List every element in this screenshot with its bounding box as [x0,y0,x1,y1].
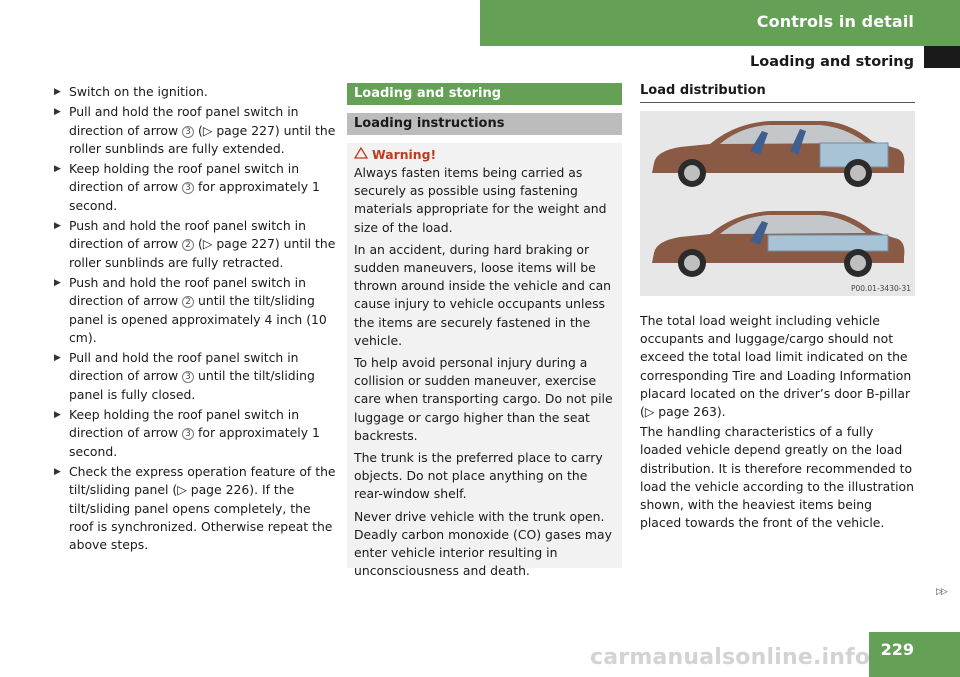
arrow-number-badge: 2 [182,296,194,308]
instruction-step [54,349,336,404]
arrow-number-badge: 3 [182,428,194,440]
step-text: Keep holding the roof panel switch in direction of arrow [69,161,300,195]
step-text: until the tilt/sliding panel is fully closed. [69,368,315,402]
step-text: Keep holding the roof panel switch in direction of arrow [69,407,300,441]
step-text: Pull and hold the roof panel switch in direction of arrow [69,350,299,384]
warning-box [347,143,622,579]
step-text: Pull and hold the roof panel switch in direction of arrow [69,104,299,138]
warning-title [354,146,616,164]
chapter-tab: Controls in detail [480,0,960,46]
arrow-number-badge: 2 [182,239,194,251]
step-arrow-icon: ▶ [54,277,61,288]
arrow-number-badge: 3 [182,126,194,138]
step-arrow-icon: ▶ [54,87,61,97]
section-heading: Loading and storing [750,54,914,70]
steps-list [54,83,336,554]
instruction-step [54,103,336,158]
warning-paragraph: The trunk is the preferred place to carry objects. Do not place anything on the rear-window shelf. [354,450,603,502]
warning-paragraph: To help avoid personal injury during a collision or sudden maneuver, exercise care when transporting cargo. Do not pile luggage or cargo higher than the seat backrests. [354,355,613,443]
step-arrow-icon: ▶ [54,107,61,118]
instruction-step [54,274,336,347]
load-distribution-title: Load distribution [640,83,915,103]
step-arrow-icon: ▶ [54,164,61,175]
load-paragraph: The handling characteristics of a fully loaded vehicle depend greatly on the load distribution. It is therefore recommended to load the vehicle according to the illustration shown, with the heaviest items being placed towards the front of the vehicle. [640,424,914,531]
instruction-step [54,406,336,461]
step-text: Switch on the ignition. [69,84,208,99]
figure-code: P00.01-3430-31 [850,284,911,293]
warning-paragraph: In an accident, during hard braking or sudden maneuvers, loose items will be thrown around inside the vehicle and can cause injury to vehicle occupants unless the items are securely fastened in the vehicle. [354,241,612,348]
instruction-step [54,463,336,554]
step-arrow-icon: ▶ [54,221,61,232]
step-text: Push and hold the roof panel switch in direction of arrow [69,218,306,252]
step-text: Check the express operation feature of the tilt/sliding panel (▷ page 226). If the tilt/sliding panel opens completely, the roof is synchronized. Otherwise repeat the above steps. [69,463,336,553]
step-text: until the tilt/sliding panel is opened approximately 4 inch (10 cm). [69,293,327,345]
instruction-step [54,83,336,101]
arrow-number-badge: 3 [182,371,194,383]
car-bottom-illustration [652,211,904,277]
warning-paragraph: Always fasten items being carried as securely as possible using fastening materials appropriate for the weight and size of the load. [354,165,607,235]
warning-title-text: Warning! [372,147,437,162]
subsection-title-bar: Loading instructions [347,113,622,135]
step-text: (▷ page 227) until the roller sunblinds are fully retracted. [69,236,336,270]
step-text: for approximately 1 second. [69,425,320,459]
steps-column [54,83,336,556]
warning-paragraph: Never drive vehicle with the trunk open. Deadly carbon monoxide (CO) gases may enter vehicle interior resulting in unconsciousness and death. [354,508,612,579]
arrow-number-badge: 3 [182,182,194,194]
step-arrow-icon: ▶ [54,466,61,477]
instruction-step [54,160,336,215]
load-distribution-illustration [640,111,915,296]
step-arrow-icon: ▶ [54,353,61,364]
load-paragraph: The total load weight including vehicle occupants and luggage/cargo should not exceed the total load limit indicated on the corresponding Tire and Loading Information placard located on the driver’s door B-pillar (▷ page 263). [640,313,912,420]
instruction-step [54,217,336,272]
section-title-bar: Loading and storing [347,83,622,105]
page-number: 229 [869,632,960,677]
step-text: for approximately 1 second. [69,179,320,213]
watermark-text: carmanualsonline.info [590,645,871,670]
next-page-marker: ▷▷ [936,587,946,597]
warning-triangle-icon [354,146,368,164]
step-arrow-icon: ▶ [54,410,61,421]
step-text: Push and hold the roof panel switch in direction of arrow [69,274,306,309]
car-top-illustration [652,121,904,187]
header-marker-block [924,46,960,68]
load-distribution-column [640,83,915,534]
loading-instructions-column [347,83,622,579]
step-text: (▷ page 227) until the roller sunblinds are fully extended. [69,122,336,156]
car-load-diagram [640,111,915,296]
